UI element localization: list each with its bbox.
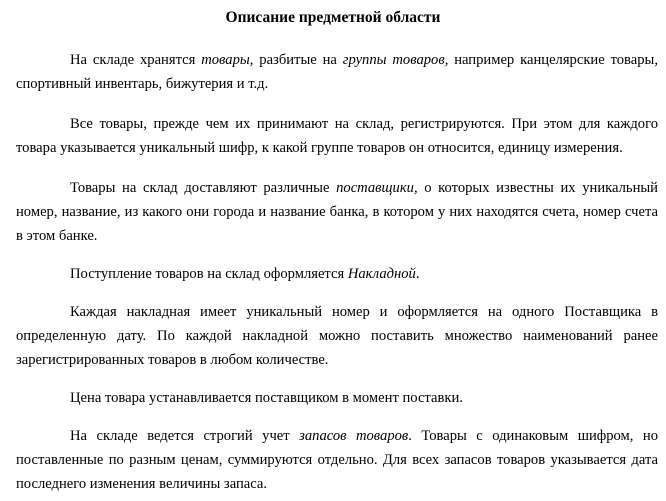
paragraph-text: . — [415, 266, 420, 282]
paragraph-stock — [16, 424, 658, 496]
paragraph-text: Все товары, прежде чем их принимают на склад, регистрируются. При этом для каждого товара указывается уникальный шифр, к какой группе товаров он относится, единицу измерения. — [16, 116, 658, 156]
term-invoice: Накладной — [347, 266, 416, 282]
paragraph-text: , о которых известны их уникальный номер, название, из какого они города и название банка, в котором у них находятся счета, номер счета в этом банке. — [16, 180, 658, 244]
document-title: Описание предметной области — [225, 9, 441, 26]
paragraph-text: Товары на склад доставляют различные — [70, 180, 337, 196]
paragraph-invoice-details — [16, 300, 658, 372]
paragraph-text: . Товары с одинаковым шифром, но поставленные по разным ценам, суммируются отдельно. Для всех запасов товаров указывается дата последнего изменения величины запаса. — [16, 428, 659, 492]
paragraph-text: На складе ведется строгий учет — [70, 428, 300, 444]
term-goods-groups: группы товаров — [342, 52, 445, 68]
term-goods: товары — [201, 52, 250, 68]
paragraph-text: , разбитые на — [249, 52, 343, 68]
paragraph-text: , например канцелярские товары, спортивный инвентарь, бижутерия и т.д. — [16, 52, 658, 92]
paragraph-text: Каждая накладная имеет уникальный номер и оформляется на одного Поставщика в определенную дату. По каждой накладной можно поставить множество наименований ранее зарегистрированных товаров в любом количестве. — [16, 304, 658, 368]
paragraph-text: На складе хранятся — [70, 52, 202, 68]
term-stock: запасов товаров — [299, 428, 409, 444]
term-suppliers: поставщики — [336, 180, 414, 196]
paragraph-registration — [16, 112, 658, 160]
paragraph-suppliers — [16, 176, 658, 248]
paragraph-text: Цена товара устанавливается поставщиком в момент поставки. — [70, 390, 463, 406]
paragraph-invoice — [16, 262, 658, 286]
paragraph-goods — [16, 48, 658, 96]
paragraph-price — [16, 386, 658, 410]
paragraph-text: Поступление товаров на склад оформляется — [70, 266, 348, 282]
